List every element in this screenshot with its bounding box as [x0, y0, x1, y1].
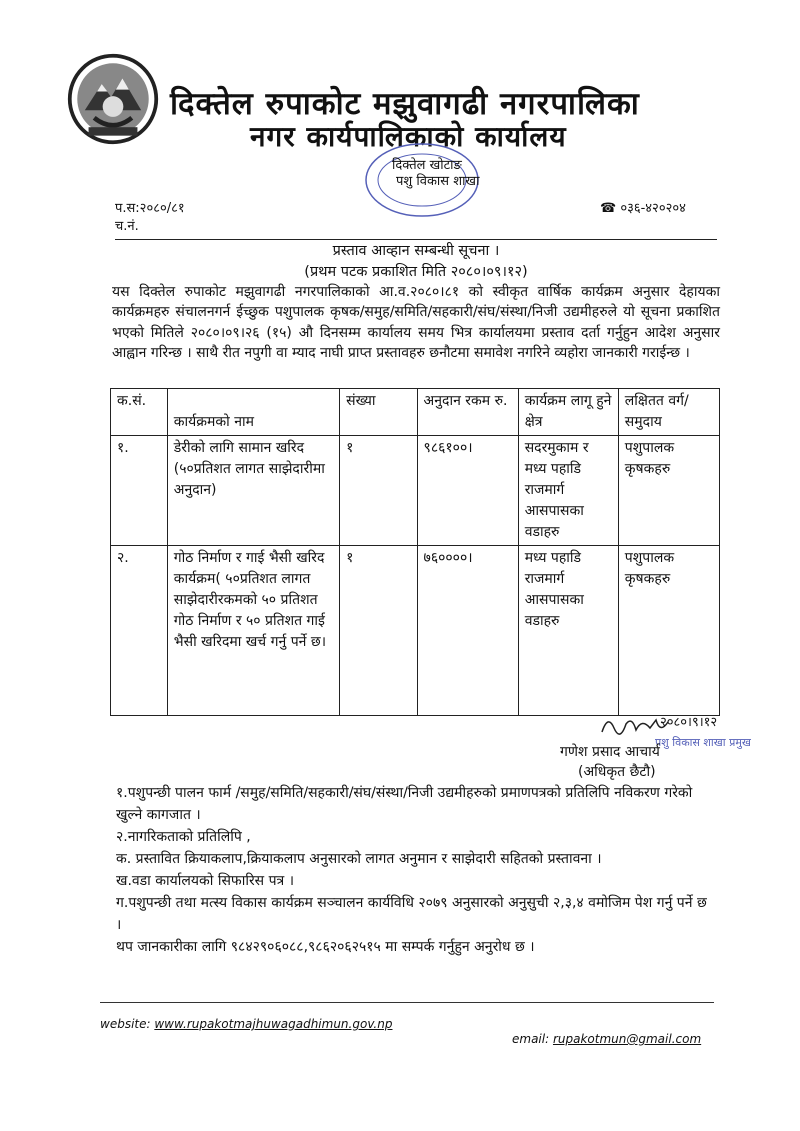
cell-program: डेरीको लागि सामान खरिद (५०प्रतिशत लागत साझेदारीमा अनुदान): [167, 436, 339, 546]
email-label: email:: [512, 1032, 550, 1046]
list-item: थप जानकारीका लागि ९८४२९०६०८८,९८६२०६२५१५ मा सम्पर्क गर्नुहुन अनुरोध छ ।: [116, 939, 535, 955]
table-row: [111, 436, 720, 546]
municipality-name: दिक्तेल रुपाकोट मझुवागढी नगरपालिका: [170, 86, 640, 122]
col-header-grant: अनुदान रकम रु.: [417, 389, 518, 436]
cell-count: १: [340, 436, 417, 546]
table-row: [111, 546, 720, 716]
phone-number: ☎ ०३६-४२०२०४: [600, 201, 686, 216]
cell-count: १: [340, 546, 417, 716]
col-header-program-label: कार्यक्रमको नाम: [173, 414, 254, 430]
list-item: ख.वडा कार्यालयको सिफारिस पत्र ।: [116, 873, 295, 889]
cell-serial: १.: [111, 436, 168, 546]
col-header-count: संख्या: [340, 389, 417, 436]
website-link[interactable]: www.rupakotmajhuwagadhimun.gov.np: [154, 1017, 393, 1031]
col-header-area: कार्यक्रम लागू हुने क्षेत्र: [518, 389, 618, 436]
reference-number: प.स:२०८०/८१: [115, 201, 185, 216]
signature-date: २०८०।९।१२: [660, 715, 718, 730]
footer-website: [100, 1017, 392, 1031]
cell-grant: ७६००००।: [417, 546, 518, 716]
footer-divider: [100, 1002, 714, 1003]
requirements-list: [116, 782, 716, 958]
signature-stamp: पशु विकास शाखा प्रमुख: [655, 736, 751, 749]
cell-area: सदरमुकाम र मध्य पहाडि राजमार्ग आसपासका वडाहरु: [518, 436, 618, 546]
email-link[interactable]: rupakotmun@gmail.com: [552, 1032, 702, 1046]
list-item: १.पशुपन्छी पालन फार्म /समुह/समिति/सहकारी/संघ/संस्था/निजी उद्यमीहरुको प्रमाणपत्रको प्रतिलिपि नविकरण गरेको खुल्ने कागजात ।: [116, 785, 693, 823]
notice-body: यस दिक्तेल रुपाकोट मझुवागढी नगरपालिकाको आ.व.२०८०।८१ को स्वीकृत वार्षिक कार्यक्रम अनुसार देहायका कार्यक्रमहरु संचालनगर्न ईच्छुक पशुपालक कृषक/समुह/समिति/सहकारी/संघ/संस्था/निजी उद्यमीहरुले यो सूचना प्रकाशित भएको मितिले २०८०।०९।२६ (१५) औ दिनसम्म कार्यालय समय भित्र कार्यालयमा प्रस्ताव दर्ता गर्नुहुन आदेश अनुसार आह्वान गरिन्छ । साथै रीत नपुगी वा म्याद नाघी प्राप्त प्रस्तावहरु छनौटमा समावेश नगरिने व्यहोरा जानकारी गराईन्छ ।: [112, 284, 720, 362]
office-name: नगर कार्यपालिकाको कार्यालय: [250, 120, 567, 153]
nepal-emblem-icon: [66, 52, 160, 146]
publication-date: (प्रथम पटक प्रकाशित मिति २०८०।०९।१२): [304, 264, 528, 280]
table-header-row: [111, 389, 720, 436]
col-header-serial: क.सं.: [111, 389, 168, 436]
cell-area: मध्य पहाडि राजमार्ग आसपासका वडाहरु: [518, 546, 618, 716]
cell-serial: २.: [111, 546, 168, 716]
dispatch-number: च.नं.: [115, 219, 139, 234]
program-table: [110, 388, 720, 716]
cell-program: गोठ निर्माण र गाई भैसी खरिद कार्यक्रम( ५०प्रतिशत लागत साझेदारीरकमको ५० प्रतिशत गोठ निर्माण र ५० प्रतिशत गाई भैसी खरिदमा खर्च गर्नु पर्ने छ।: [167, 546, 339, 716]
stamp-text-line2: पशु विकास शाखा: [396, 174, 480, 189]
cell-grant: ९८६१००।: [417, 436, 518, 546]
notice-title: प्रस्ताव आव्हान सम्बन्धी सूचना ।: [332, 243, 500, 259]
cell-target: पशुपालक कृषकहरु: [618, 546, 719, 716]
col-header-program: [167, 389, 339, 436]
list-item: ग.पशुपन्छी तथा मत्स्य विकास कार्यक्रम सञ्चालन कार्यविधि २०७९ अनुसारको अनुसुची २,३,४ वमोजिम पेश गर्नु पर्ने छ ।: [116, 895, 707, 933]
signer-designation: (अधिकृत छैटौ): [578, 764, 656, 780]
signer-name: गणेश प्रसाद आचार्य: [560, 744, 660, 760]
stamp-text-line1: दिक्तेल खोटाङ: [392, 158, 462, 173]
website-label: website:: [100, 1017, 151, 1031]
list-item: २.नागरिकताको प्रतिलिपि ,: [116, 829, 251, 845]
footer-email: [512, 1032, 701, 1046]
col-header-target: लक्षितत वर्ग/समुदाय: [618, 389, 719, 436]
cell-target: पशुपालक कृषकहरु: [618, 436, 719, 546]
list-item: क. प्रस्तावित क्रियाकलाप,क्रियाकलाप अनुसारको लागत अनुमान र साझेदारी सहितको प्रस्तावना ।: [116, 851, 602, 867]
